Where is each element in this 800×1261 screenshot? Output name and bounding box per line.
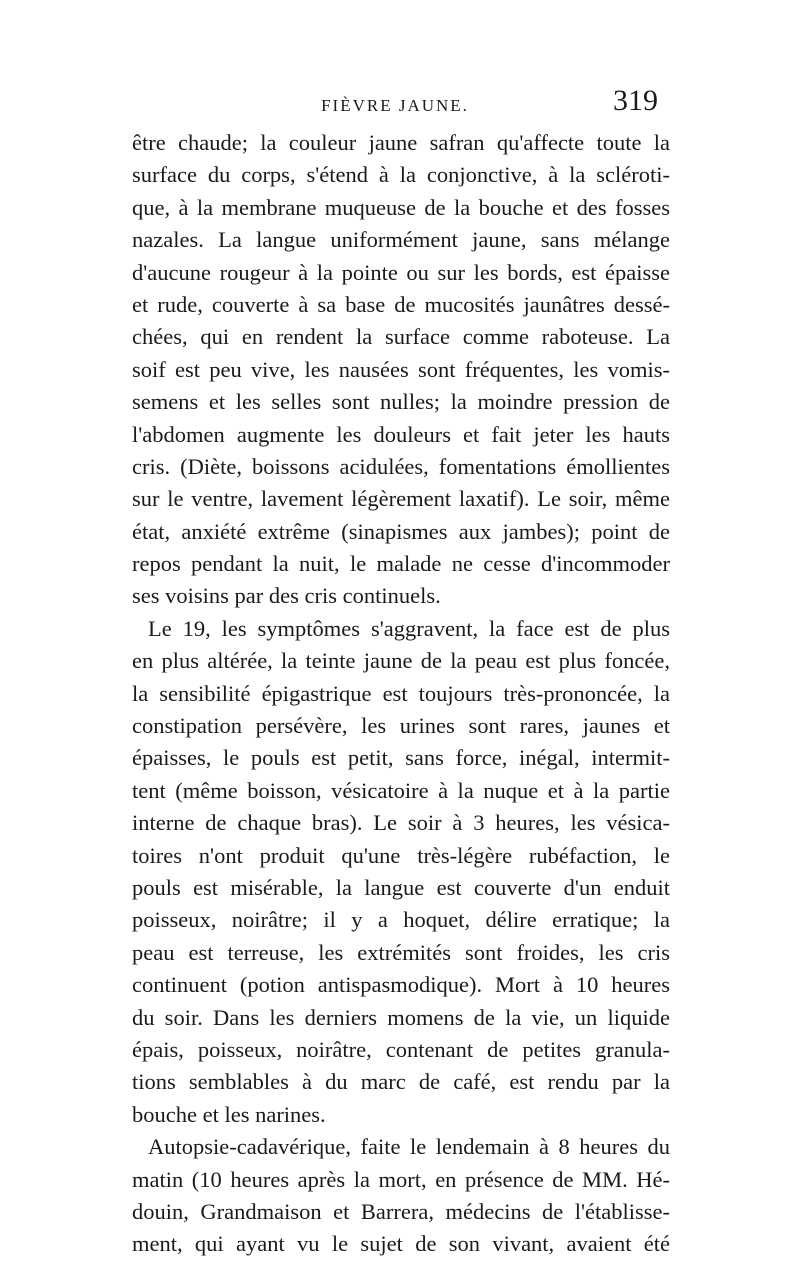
text-line: l'abdomen augmente les douleurs et fait jeter les hauts [132, 421, 670, 447]
text-line: que, à la membrane muqueuse de la bouche et des fosses [132, 194, 670, 220]
paragraph-last-line: bouche et les narines. [132, 1101, 326, 1127]
text-line: en plus altérée, la teinte jaune de la peau est plus foncée, [132, 648, 670, 674]
text-line: la sensibilité épigastrique est toujours très-prononcée, la [132, 680, 670, 706]
text-line: tent (même boisson, vésicatoire à la nuque et à la partie [132, 777, 670, 803]
text-line: cris. (Diète, boissons acidulées, fomentations émollientes [132, 453, 670, 479]
text-line: douin, Grandmaison et Barrera, médecins de l'établisse- [132, 1198, 670, 1224]
text-line: nazales. La langue uniformément jaune, sans mélange [132, 227, 670, 253]
text-line: matin (10 heures après la mort, en présence de MM. Hé- [132, 1166, 670, 1192]
text-line: poisseux, noirâtre; il y a hoquet, délire erratique; la [132, 907, 670, 933]
text-line: ment, qui ayant vu le sujet de son vivant, avaient été [132, 1231, 670, 1257]
text-line: d'aucune rougeur à la pointe ou sur les bords, est épaisse [132, 259, 670, 285]
text-line: toires n'ont produit qu'une très-légère rubéfaction, le [132, 842, 670, 868]
text-line: sur le ventre, lavement légèrement laxatif). Le soir, même [132, 486, 670, 512]
text-line: semens et les selles sont nulles; la moindre pression de [132, 389, 670, 415]
paragraph-last-line: ses voisins par des cris continuels. [132, 583, 441, 609]
paragraph-first-line: Le 19, les symptômes s'aggravent, la face est de plus [148, 615, 670, 641]
running-title: FIÈVRE JAUNE. [321, 96, 469, 115]
text-line: repos pendant la nuit, le malade ne cesse d'incommoder [132, 551, 670, 577]
text-line: soif est peu vive, les nausées sont fréquentes, les vomis- [132, 356, 670, 382]
text-line: interne de chaque bras). Le soir à 3 heures, les vésica- [132, 810, 670, 836]
text-line: et rude, couverte à sa base de mucosités jaunâtres dessé- [132, 291, 670, 317]
paragraph-first-line: Autopsie-cadavérique, faite le lendemain à 8 heures du [148, 1134, 670, 1160]
text-line: chées, qui en rendent la surface comme raboteuse. La [132, 324, 670, 350]
text-line: état, anxiété extrême (sinapismes aux jambes); point de [132, 518, 670, 544]
text-line: être chaude; la couleur jaune safran qu'affecte toute la [132, 130, 670, 155]
text-line: constipation persévère, les urines sont rares, jaunes et [132, 713, 670, 739]
page-header [132, 84, 658, 124]
text-line: épaisses, le pouls est petit, sans force, inégal, intermit- [132, 745, 670, 771]
text-line: continuent (potion antispasmodique). Mort à 10 heures [132, 972, 670, 998]
text-line: du soir. Dans les derniers momens de la vie, un liquide [132, 1004, 670, 1030]
body-text [132, 127, 670, 1261]
text-line: tions semblables à du marc de café, est rendu par la [132, 1069, 670, 1095]
text-line: peau est terreuse, les extrémités sont froides, les cris [132, 939, 670, 965]
text-line: pouls est misérable, la langue est couverte d'un enduit [132, 874, 670, 900]
text-line: épais, poisseux, noirâtre, contenant de petites granula- [132, 1036, 670, 1062]
page-number: 319 [613, 84, 658, 117]
text-line: surface du corps, s'étend à la conjonctive, à la scléroti- [132, 162, 670, 188]
